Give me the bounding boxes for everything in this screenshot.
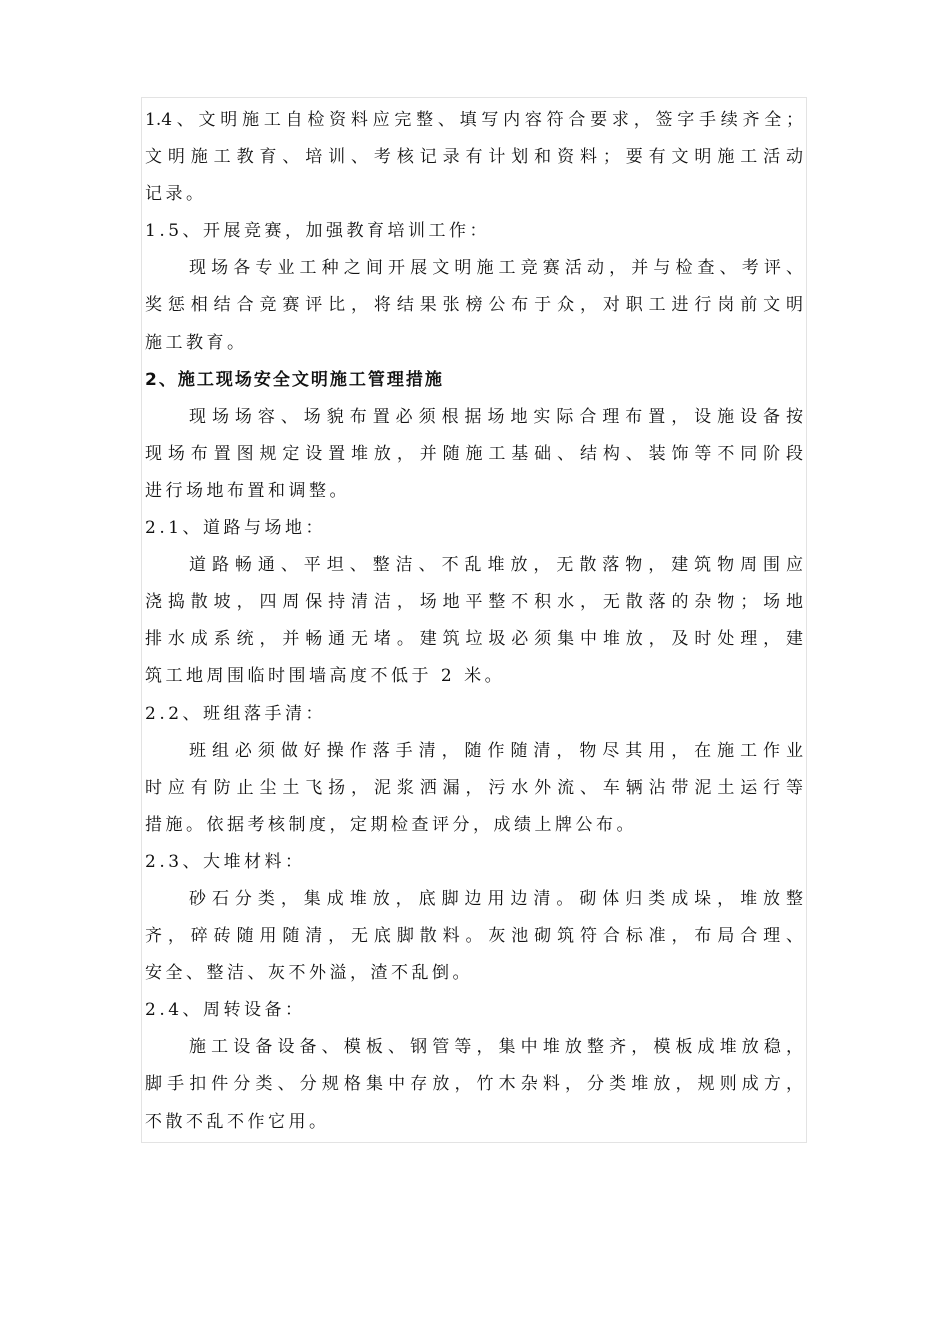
text-line: 安全、整洁、灰不外溢，渣不乱倒。 <box>145 963 473 984</box>
text-line: 砂石分类，集成堆放，底脚边用边清。砌体归类成垛，堆放整 <box>189 888 803 909</box>
text-line: 施工教育。 <box>145 332 248 353</box>
text-line: 道路畅通、平坦、整洁、不乱堆放，无散落物，建筑物周围应 <box>189 555 803 576</box>
text-line: 时应有防止尘土飞扬，泥浆洒漏，污水外流、车辆沾带泥土运行等 <box>145 777 803 798</box>
text-line: 齐，碎砖随用随清，无底脚散料。灰池砌筑符合标准，布局合理、 <box>145 926 803 947</box>
text-line: 筑工地周围临时围墙高度不低于 2 米。 <box>145 666 506 687</box>
text-line: 浇捣散坡，四周保持清洁，场地平整不积水，无散落的杂物；场地 <box>145 592 803 613</box>
section-subheading: 2.4、周转设备： <box>145 1000 306 1021</box>
text-line: 现场布置图规定设置堆放，并随施工基础、结构、装饰等不同阶段 <box>145 443 803 464</box>
text-line: 进行场地布置和调整。 <box>145 480 350 501</box>
text-line: 不散不乱不作它用。 <box>145 1111 330 1132</box>
section-subheading: 1.5、开展竞赛，加强教育培训工作： <box>145 221 491 242</box>
text-line: 排水成系统，并畅通无堵。建筑垃圾必须集中堆放，及时处理，建 <box>145 629 803 650</box>
text-line: 现场场容、场貌布置必须根据场地实际合理布置，设施设备按 <box>189 406 803 427</box>
text-line: 1.4、文明施工自检资料应完整、填写内容符合要求，签字手续齐全； <box>145 110 803 130</box>
text-line: 班组必须做好操作落手清，随作随清，物尽其用，在施工作业 <box>189 740 803 761</box>
section-subheading: 2.1、道路与场地： <box>145 518 327 539</box>
text-line: 文明施工教育、培训、考核记录有计划和资料；要有文明施工活动 <box>145 147 803 168</box>
text-line: 脚手扣件分类、分规格集中存放，竹木杂料，分类堆放，规则成方， <box>145 1074 803 1095</box>
text-line: 措施。依据考核制度，定期检查评分，成绩上牌公布。 <box>145 814 637 835</box>
document-page <box>141 97 807 1143</box>
section-subheading: 2.3、大堆材料： <box>145 851 306 872</box>
text-line: 现场各专业工种之间开展文明施工竞赛活动，并与检查、考评、 <box>189 258 803 279</box>
section-heading: 2、施工现场安全文明施工管理措施 <box>145 369 444 390</box>
text-line: 奖惩相结合竞赛评比，将结果张榜公布于众，对职工进行岗前文明 <box>145 295 803 316</box>
text-line: 记录。 <box>145 184 207 205</box>
text-line: 施工设备设备、模板、钢管等，集中堆放整齐，模板成堆放稳， <box>189 1037 803 1058</box>
section-subheading: 2.2、班组落手清： <box>145 703 327 724</box>
